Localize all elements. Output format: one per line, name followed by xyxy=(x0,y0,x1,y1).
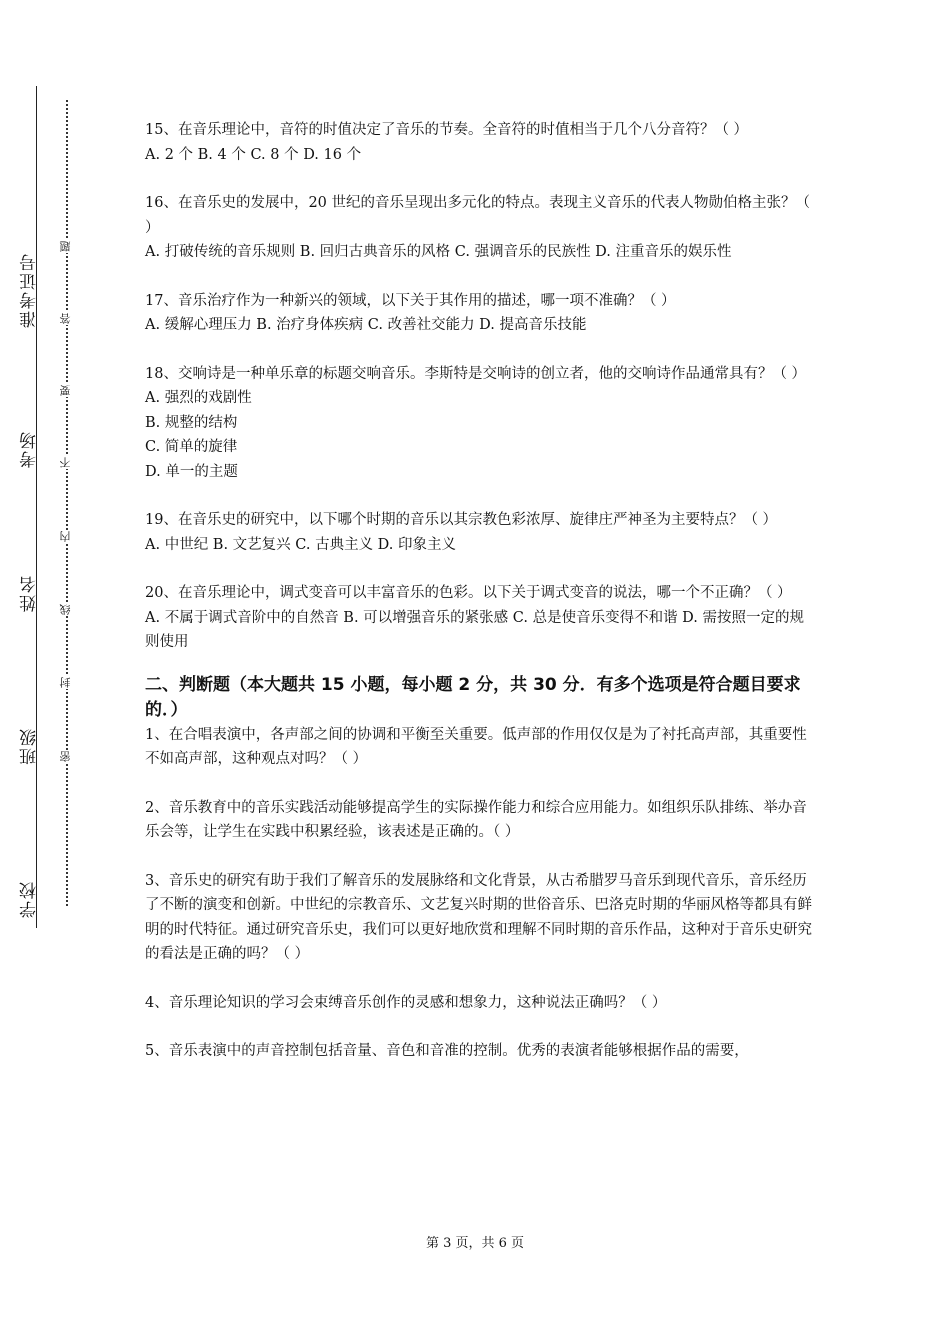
label-school: 学校 xyxy=(20,880,40,918)
question-stem: 17、音乐治疗作为一种新兴的领域，以下关于其作用的描述，哪一项不准确？（ ） xyxy=(145,292,676,309)
question-15 xyxy=(145,118,815,167)
question-stem: 15、在音乐理论中，音符的时值决定了音乐的节奏。全音符的时值相当于几个八分音符？（ ） xyxy=(145,122,749,138)
seal-char: 要 xyxy=(59,385,72,396)
question-stem: 1、在合唱表演中，各声部之间的协调和平衡至关重要。低声部的作用仅仅是为了衬托高声部，其重要性不如高声部，这种观点对吗？（ ） xyxy=(145,726,807,767)
label-exam-room: 考场 xyxy=(20,430,40,468)
question-stem: 19、在音乐史的研究中，以下哪个时期的音乐以其宗教色彩浓厚、旋律庄严神圣为主要特点？（ ） xyxy=(145,512,778,528)
seal-char: 题 xyxy=(59,241,72,252)
question-stem: 16、在音乐史的发展中，20 世纪的音乐呈现出多元化的特点。表现主义音乐的代表人物勋伯格主张？（ ） xyxy=(145,195,811,236)
label-exam-number: 准考证号 xyxy=(20,252,40,328)
seal-char: 内 xyxy=(59,531,72,542)
question-options: A. 中世纪 B. 文艺复兴 C. 古典主义 D. 印象主义 xyxy=(145,536,457,553)
seal-char: 密 xyxy=(59,751,72,762)
judge-question-1 xyxy=(145,723,815,772)
judge-question-3 xyxy=(145,869,815,967)
question-stem: 18、交响诗是一种单乐章的标题交响音乐。李斯特是交响诗的创立者，他的交响诗作品通常具有？（ ） xyxy=(145,365,807,382)
question-stem: 5、音乐表演中的声音控制包括音量、音色和音准的控制。优秀的表演者能够根据作品的需要， xyxy=(145,1043,749,1059)
exam-content xyxy=(145,118,815,1088)
label-name: 姓名 xyxy=(20,574,40,612)
question-options: A. 2 个 B. 4 个 C. 8 个 D. 16 个 xyxy=(145,146,362,163)
question-options: A. 缓解心理压力 B. 治疗身体疾病 C. 改善社交能力 D. 提高音乐技能 xyxy=(145,317,587,333)
option-d: D. 单一的主题 xyxy=(145,463,238,480)
question-18 xyxy=(145,362,815,485)
binding-line-solid xyxy=(36,86,37,928)
judge-question-4 xyxy=(145,991,815,1016)
option-a: A. 强烈的戏剧性 xyxy=(145,390,252,406)
judge-question-2 xyxy=(145,796,815,845)
question-options: A. 打破传统的音乐规则 B. 回归古典音乐的风格 C. 强调音乐的民族性 D. 注重音乐的娱乐性 xyxy=(145,244,732,260)
question-19 xyxy=(145,508,815,557)
binding-line-dotted xyxy=(66,100,68,906)
question-stem: 3、音乐史的研究有助于我们了解音乐的发展脉络和文化背景，从古希腊罗马音乐到现代音乐，音乐经历了不断的演变和创新。中世纪的宗教音乐、文艺复兴时期的世俗音乐、巴洛克时期的华丽风格等都具有鲜明的时代特征。通过研究音乐史，我们可以更好地欣赏和理解不同时期的音乐作品，这种对于音乐史研究的看法是正确的吗？（ ） xyxy=(145,872,812,962)
label-class: 班级 xyxy=(20,727,40,765)
seal-char: 封 xyxy=(59,677,72,688)
question-stem: 2、音乐教育中的音乐实践活动能够提高学生的实际操作能力和综合应用能力。如组织乐队排练、举办音乐会等，让学生在实践中积累经验，该表述是正确的。（ ） xyxy=(145,799,807,840)
option-b: B. 规整的结构 xyxy=(145,414,238,431)
question-16 xyxy=(145,191,815,265)
page-footer: 第 3 页，共 6 页 xyxy=(425,1236,525,1251)
seal-char: 不 xyxy=(59,457,72,468)
question-17 xyxy=(145,289,815,338)
judge-question-5 xyxy=(145,1039,815,1064)
option-c: C. 简单的旋律 xyxy=(145,439,238,455)
seal-char: 线 xyxy=(59,604,72,615)
question-20 xyxy=(145,581,815,655)
section-title: 二、判断题（本大题共 15 小题，每小题 2 分，共 30 分．有多个选项是符合题目要求的．） xyxy=(145,674,801,720)
question-stem: 4、音乐理论知识的学习会束缚音乐创作的灵感和想象力，这种说法正确吗？（ ） xyxy=(145,994,667,1011)
question-options: A. 不属于调式音阶中的自然音 B. 可以增强音乐的紧张感 C. 总是使音乐变得不和谐 D. 需按照一定的规则使用 xyxy=(145,609,805,650)
seal-char: 答 xyxy=(59,313,72,324)
question-stem: 20、在音乐理论中，调式变音可以丰富音乐的色彩。以下关于调式变音的说法，哪一个不正确？（ ） xyxy=(145,585,792,601)
